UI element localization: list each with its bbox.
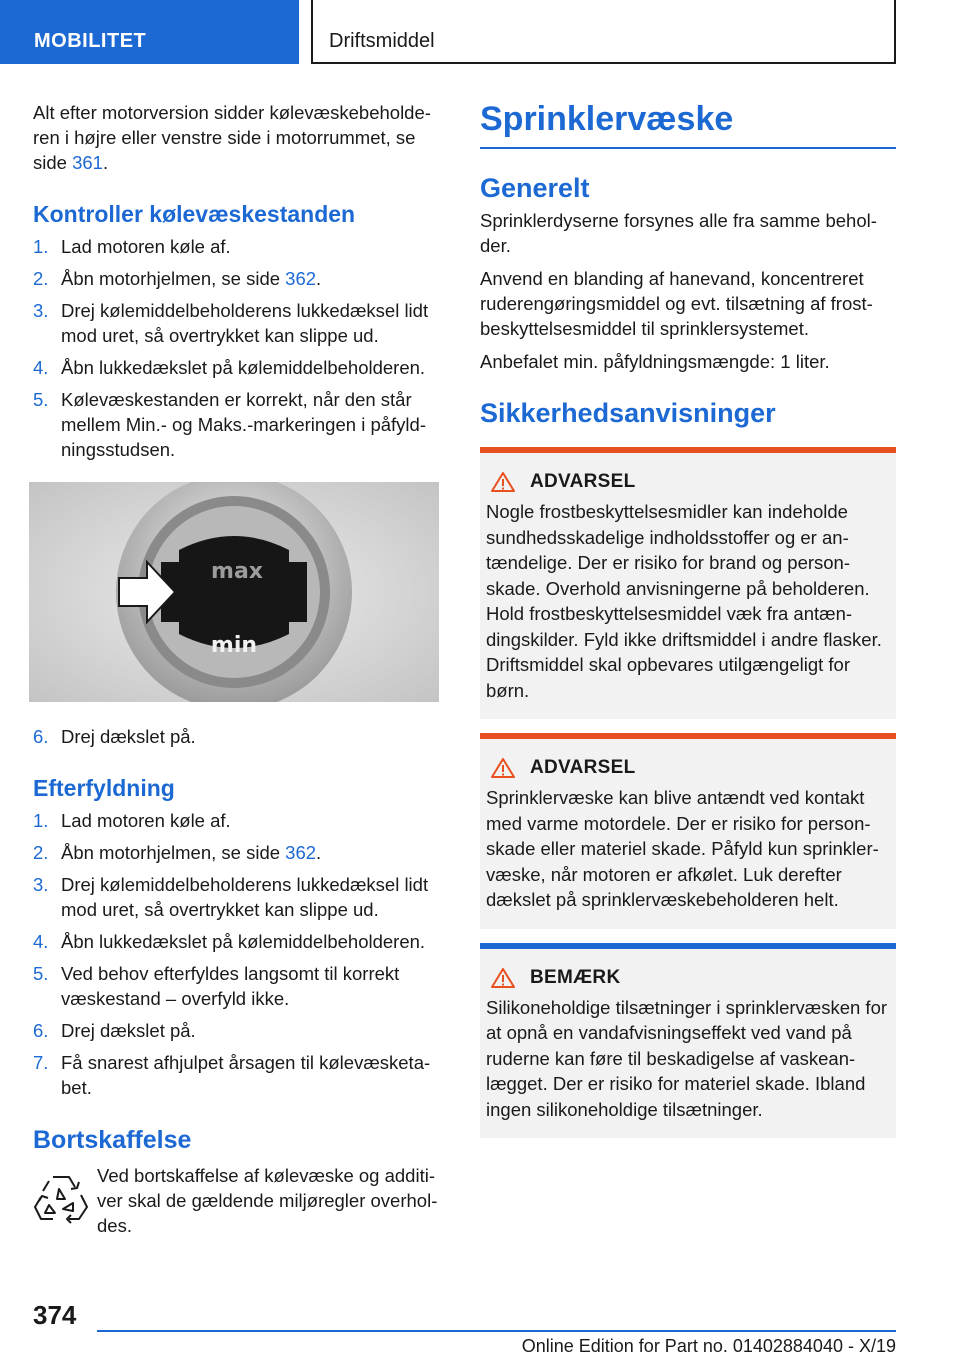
general-paragraph-2: Anvend en blanding af hanevand, koncentreret ruderengøringsmiddel og evt. tilsætning af frostbeskyttelsesmiddel til sprinklersystemet.: [480, 268, 873, 339]
section-label: MOBILITET: [34, 30, 147, 52]
page-link[interactable]: 362: [285, 268, 317, 289]
page-number: 374: [33, 1300, 77, 1330]
list-item: 6. Drej dækslet på.: [33, 726, 196, 747]
list-item: 7. Få snarest afhjulpet årsagen til kølevæsketabet.: [33, 1052, 431, 1098]
page-title: Sprinklervæske: [480, 100, 896, 149]
left-column: [33, 100, 445, 1238]
coolant-level-photo: [29, 482, 439, 702]
right-column: [480, 100, 896, 1152]
section-tab: [0, 0, 299, 64]
list-item: 6. Drej dækslet på.: [33, 1020, 196, 1041]
warning-triangle-icon: [490, 967, 516, 989]
list-item: 1. Lad motoren køle af.: [33, 810, 231, 831]
footer-divider: [97, 1330, 896, 1332]
refill-heading: Efterfyldning: [33, 775, 175, 801]
page-link[interactable]: 361: [72, 152, 103, 173]
recycle-icon: [33, 1163, 97, 1238]
list-item: 1. Lad motoren køle af.: [33, 236, 231, 257]
list-item: 2. Åbn motorhjelmen, se side 362.: [33, 268, 322, 289]
warning-title: ADVARSEL: [530, 757, 636, 778]
list-item: 3. Drej kølemiddelbeholderens lukkedæksel lidt mod uret, så overtrykket kan slippe ud.: [33, 874, 429, 920]
list-item: 2. Åbn motorhjelmen, se side 362.: [33, 842, 322, 863]
check-steps-list: [33, 234, 445, 462]
note-box: [480, 943, 896, 1139]
list-item: 5. Kølevæskestanden er korrekt, når den står mellem Min.- og Maks.-markeringen i påfyldningsstudsen.: [33, 389, 426, 460]
page-link[interactable]: 362: [285, 842, 317, 863]
note-title: BEMÆRK: [530, 966, 621, 988]
general-paragraph-1: Sprinklerdyserne forsynes alle fra samme beholder.: [480, 210, 877, 256]
warning-title: ADVARSEL: [530, 471, 636, 492]
edition-info: Online Edition for Part no. 01402884040 - X/19: [521, 1336, 896, 1356]
max-marking: max: [211, 559, 263, 584]
list-item: 5. Ved behov efterfyldes langsomt til korrekt væskestand – overfyld ikke.: [33, 963, 400, 1009]
note-text: Silikoneholdige tilsætninger i sprinklervæsken for at opnå en vandafvisningseffekt ved vand på ruderne kan føre til beskadigelse af vaskeanlægget. Der er risiko for materiel skade. Ibland ingen silikoneholdige tilsætninger.: [486, 996, 888, 1120]
list-item: 4. Åbn lukkedækslet på kølemiddelbeholderen.: [33, 357, 426, 378]
disposal-heading: Bortskaffelse: [33, 1126, 192, 1154]
coolant-cap-illustration: [29, 482, 439, 702]
warning-triangle-icon: [490, 471, 516, 493]
list-item: 4. Åbn lukkedækslet på kølemiddelbeholderen.: [33, 931, 426, 952]
disposal-text: Ved bortskaffelse af kølevæske og additiver skal de gældende miljøregler overholdes.: [97, 1165, 438, 1236]
disposal-block: [33, 1163, 445, 1238]
general-heading: Generelt: [480, 173, 590, 203]
general-paragraph-3: Anbefalet min. påfyldningsmængde: 1 liter.: [480, 351, 830, 372]
intro-paragraph: Alt efter motorversion sidder kølevæskebeholderen i højre eller venstre side i motorrummet, se side 361.: [33, 102, 431, 173]
min-marking: min: [210, 633, 258, 658]
warning-text: Sprinklervæske kan blive antændt ved kontakt med varme motordele. Der er risiko for personskade eller materiel skade. Påfyld kun sprinklervæske, når motoren er afkølet. Luk derefter dækslet på sprinklervæskebeholderen helt.: [486, 787, 879, 910]
warning-box: [480, 733, 896, 929]
refill-steps-list: [33, 808, 445, 1100]
check-heading: Kontroller kølevæskestanden: [33, 201, 356, 227]
chapter-label: Driftsmiddel: [329, 30, 435, 52]
safety-heading: Sikkerhedsanvisninger: [480, 398, 776, 428]
check-steps-list-cont: [33, 724, 445, 749]
list-item: 3. Drej kølemiddelbeholderens lukkedæksel lidt mod uret, så overtrykket kan slippe ud.: [33, 300, 429, 346]
chapter-tab: [311, 0, 896, 64]
warning-box: [480, 447, 896, 719]
warning-triangle-icon: [490, 757, 516, 779]
warning-text: Nogle frostbeskyttelsesmidler kan indeholde sundhedsskadelige indholdsstoffer og er antændelige. Der er risiko for brand og personskade. Overhold anvisningerne på beholderen. Hold frostbeskyttelsesmiddel væk fra antændingskilder. Fyld ikke driftsmiddel i andre flasker. Driftsmiddel skal opbevares utilgængeligt for børn.: [486, 501, 882, 701]
